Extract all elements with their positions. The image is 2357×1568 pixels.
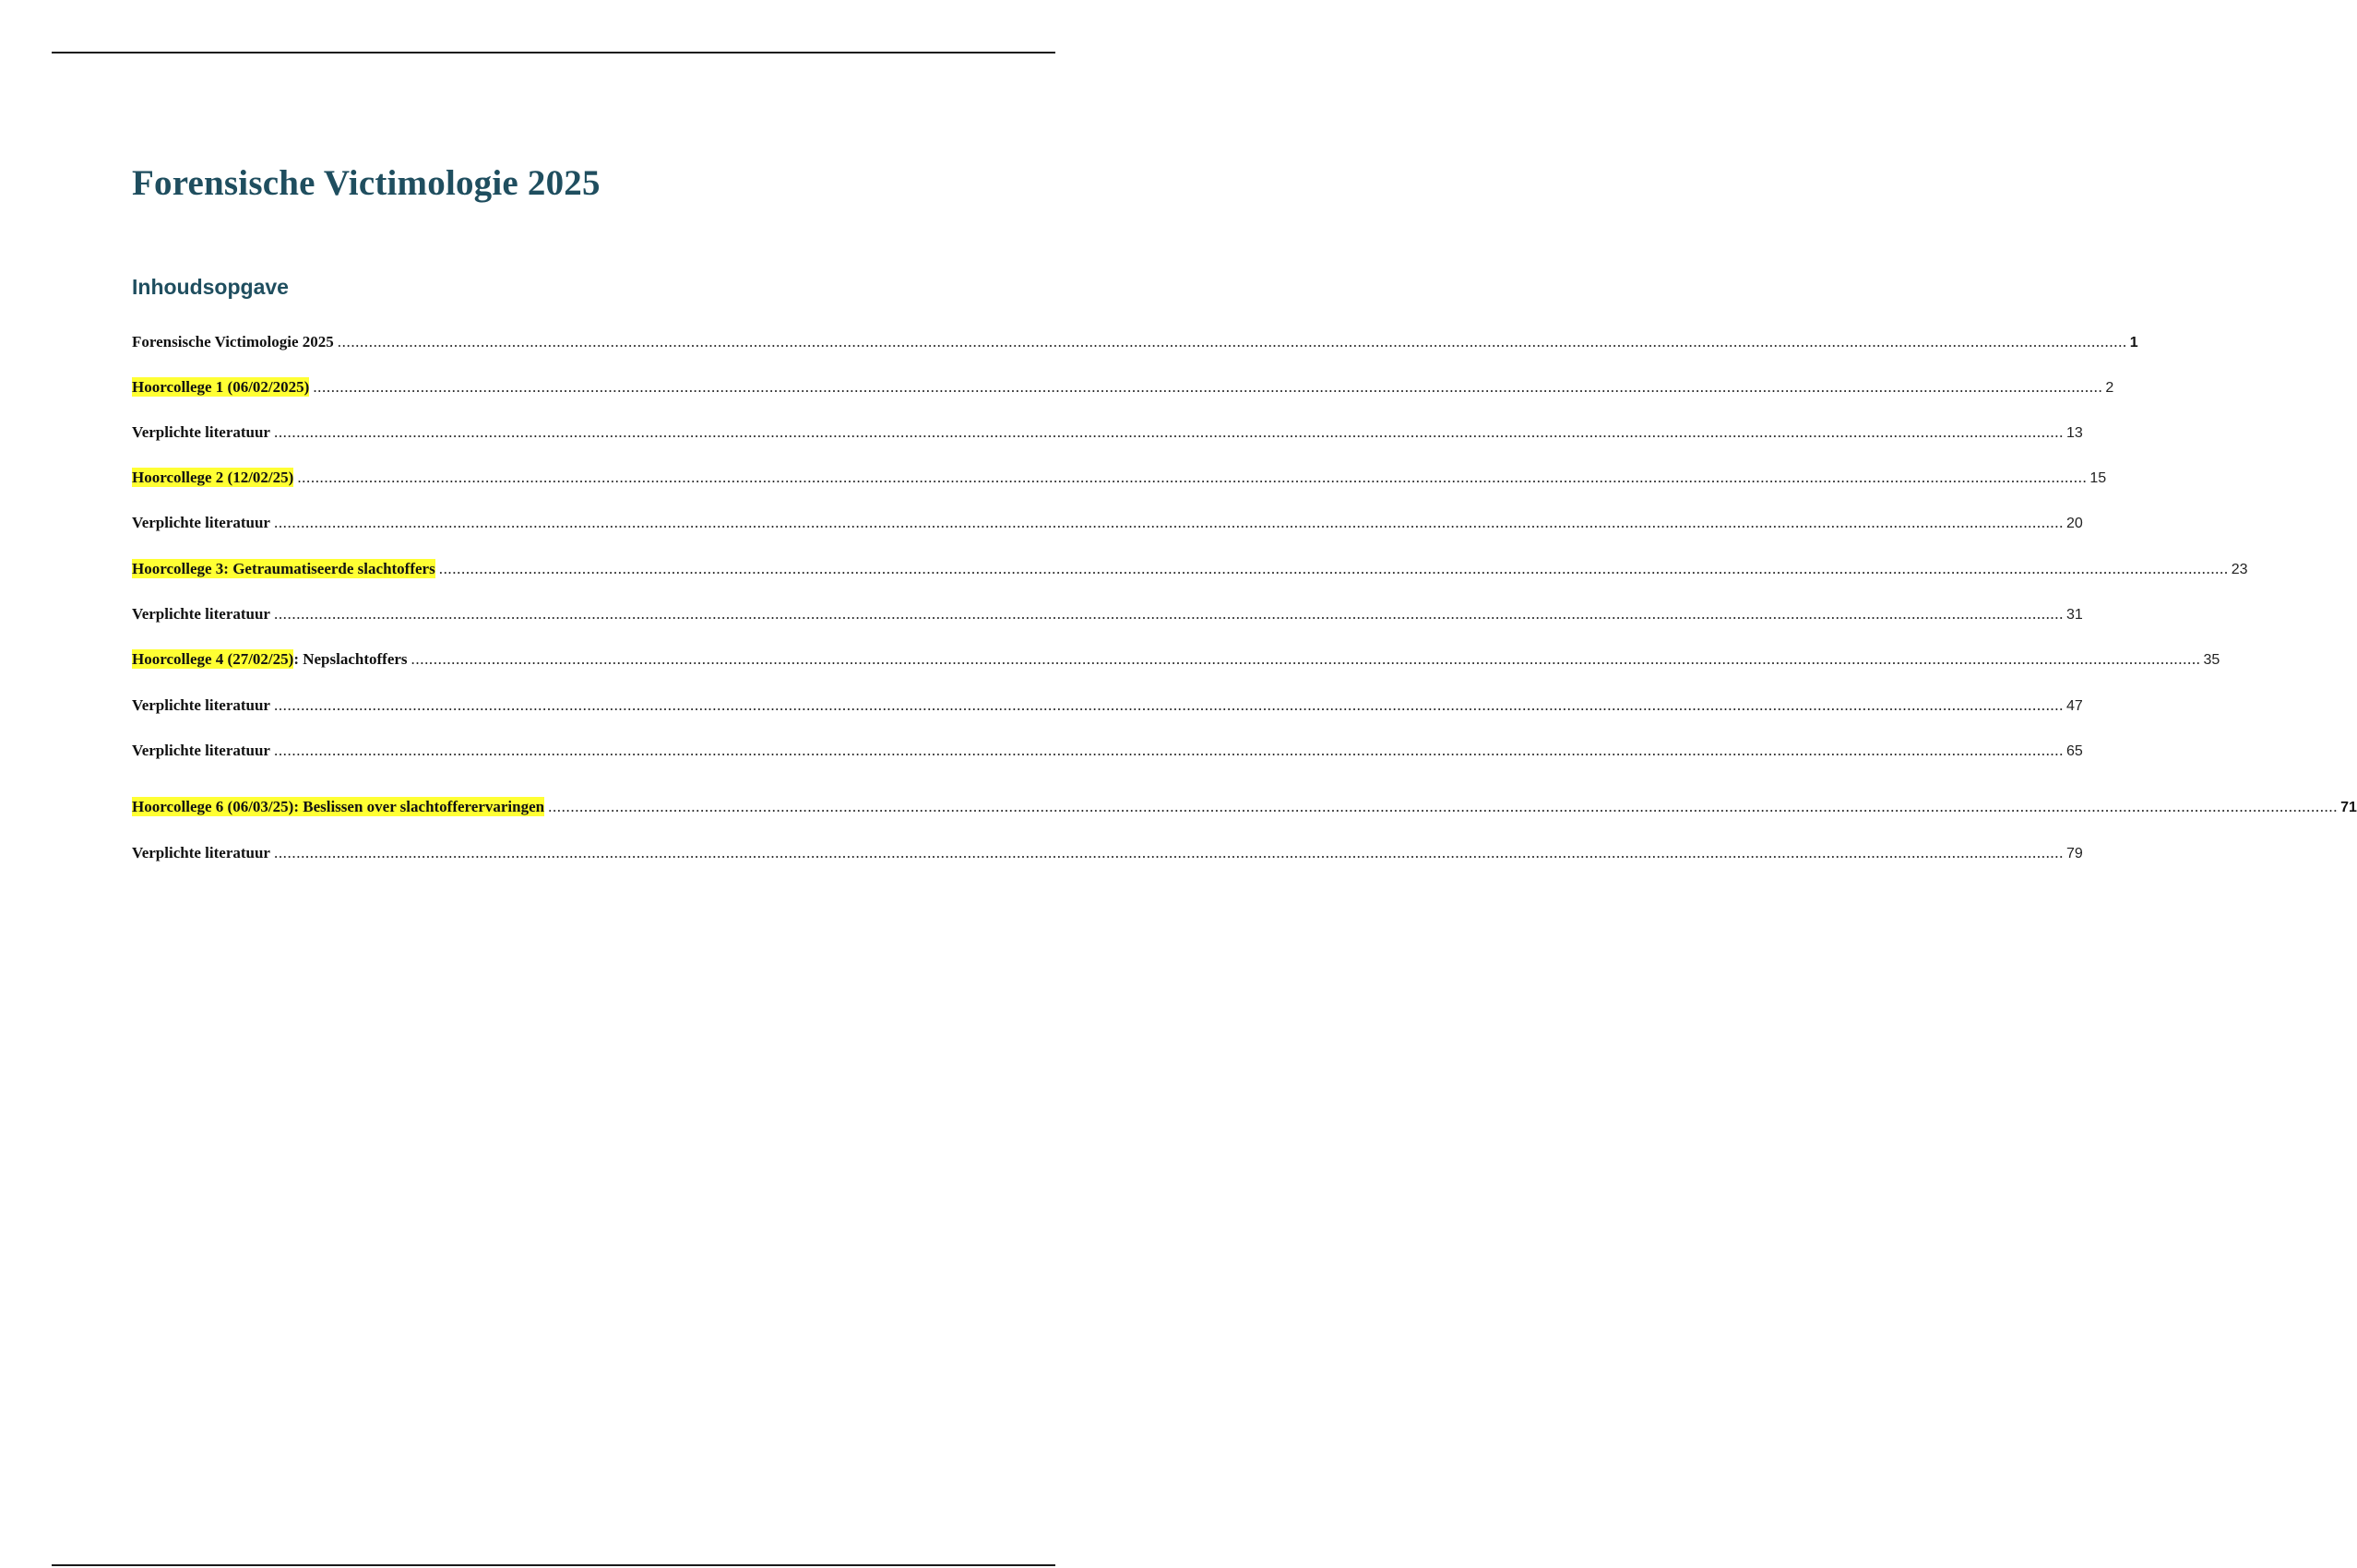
toc-entry[interactable] <box>132 605 2083 629</box>
toc-page-number: 15 <box>2089 470 2107 486</box>
toc-entry[interactable] <box>132 469 2107 493</box>
toc-page-number: 23 <box>2231 562 2248 577</box>
toc-entry-highlight: Hoorcollege 4 (27/02/25) <box>132 650 294 668</box>
toc-dot-leader: ................................................................................................................................................................................................................................................................................................................................................................................................................ <box>438 560 2229 577</box>
toc-entry-label <box>132 650 408 669</box>
toc-entry-label <box>132 696 270 715</box>
toc-entry-label <box>132 844 270 862</box>
toc-entry-label <box>132 378 309 397</box>
toc-dot-leader: ................................................................................................................................................................................................................................................................................................................................................................................................................ <box>273 423 2064 441</box>
toc-entry-label <box>132 423 270 442</box>
toc-dot-leader: ................................................................................................................................................................................................................................................................................................................................................................................................................ <box>273 514 2064 531</box>
header-rule <box>52 52 1055 53</box>
toc-entry-label <box>132 333 334 351</box>
toc-dot-leader: ................................................................................................................................................................................................................................................................................................................................................................................................................ <box>548 798 2339 815</box>
toc-page-number: 2 <box>2105 380 2114 396</box>
toc-entry-text: Verplichte literatuur <box>132 844 270 861</box>
toc-page-number: 65 <box>2065 743 2083 759</box>
toc-page-number: 13 <box>2065 425 2083 441</box>
toc-page-number: 20 <box>2065 516 2083 531</box>
toc-entry-label <box>132 798 544 816</box>
toc-entry-text: Verplichte literatuur <box>132 423 270 441</box>
toc-dot-leader: ................................................................................................................................................................................................................................................................................................................................................................................................................ <box>297 469 2088 486</box>
toc-dot-leader: ................................................................................................................................................................................................................................................................................................................................................................................................................ <box>273 742 2064 759</box>
toc-page-number: 35 <box>2203 652 2220 668</box>
toc-entry-text: : Nepslachtoffers <box>293 650 408 668</box>
toc-entry-label <box>132 469 293 487</box>
toc-dot-leader: ................................................................................................................................................................................................................................................................................................................................................................................................................ <box>273 844 2064 861</box>
toc-entry[interactable] <box>132 844 2083 868</box>
toc-page-number: 47 <box>2065 698 2083 714</box>
toc-entry-label <box>132 514 270 532</box>
toc-entry-text: Verplichte literatuur <box>132 514 270 531</box>
document-title: Forensische Victimologie 2025 <box>132 163 601 203</box>
toc-dot-leader: ................................................................................................................................................................................................................................................................................................................................................................................................................ <box>313 378 2103 396</box>
toc-entry[interactable] <box>132 423 2083 447</box>
toc-entry[interactable] <box>132 798 2357 822</box>
toc-entry-label <box>132 605 270 624</box>
toc-dot-leader: ................................................................................................................................................................................................................................................................................................................................................................................................................ <box>411 650 2201 668</box>
toc-entry-highlight: Hoorcollege 2 (12/02/25) <box>132 469 294 486</box>
toc-entry[interactable] <box>132 560 2248 584</box>
toc-page-number: 1 <box>2129 335 2138 350</box>
toc-entry[interactable] <box>132 696 2083 720</box>
toc-entry-highlight: Hoorcollege 6 (06/03/25): Beslissen over slachtofferervaringen <box>132 798 545 815</box>
toc-entry[interactable] <box>132 514 2083 538</box>
toc-entry-text: Verplichte literatuur <box>132 696 270 714</box>
toc-entry[interactable] <box>132 742 2083 766</box>
toc-entry-highlight: Hoorcollege 1 (06/02/2025) <box>132 378 310 396</box>
toc-entry-highlight: Hoorcollege 3: Getraumatiseerde slachtoffers <box>132 560 435 577</box>
toc-entry-text: Verplichte literatuur <box>132 605 270 623</box>
toc-page-number: 79 <box>2065 846 2083 861</box>
toc-dot-leader: ................................................................................................................................................................................................................................................................................................................................................................................................................ <box>273 696 2064 714</box>
footer-rule <box>52 1564 1055 1566</box>
toc-dot-leader: ................................................................................................................................................................................................................................................................................................................................................................................................................ <box>273 605 2064 623</box>
toc-entry[interactable] <box>132 650 2220 674</box>
toc-entry-text: Forensische Victimologie 2025 <box>132 333 334 350</box>
toc-entry-label <box>132 742 270 760</box>
toc-entry[interactable] <box>132 378 2114 402</box>
toc-heading: Inhoudsopgave <box>132 275 289 299</box>
toc-dot-leader: ................................................................................................................................................................................................................................................................................................................................................................................................................ <box>337 333 2127 350</box>
toc-entry[interactable] <box>132 333 2138 357</box>
toc-page-number: 71 <box>2340 800 2357 815</box>
toc-page-number: 31 <box>2065 607 2083 623</box>
toc-entry-label <box>132 560 435 578</box>
toc-entry-text: Verplichte literatuur <box>132 742 270 759</box>
